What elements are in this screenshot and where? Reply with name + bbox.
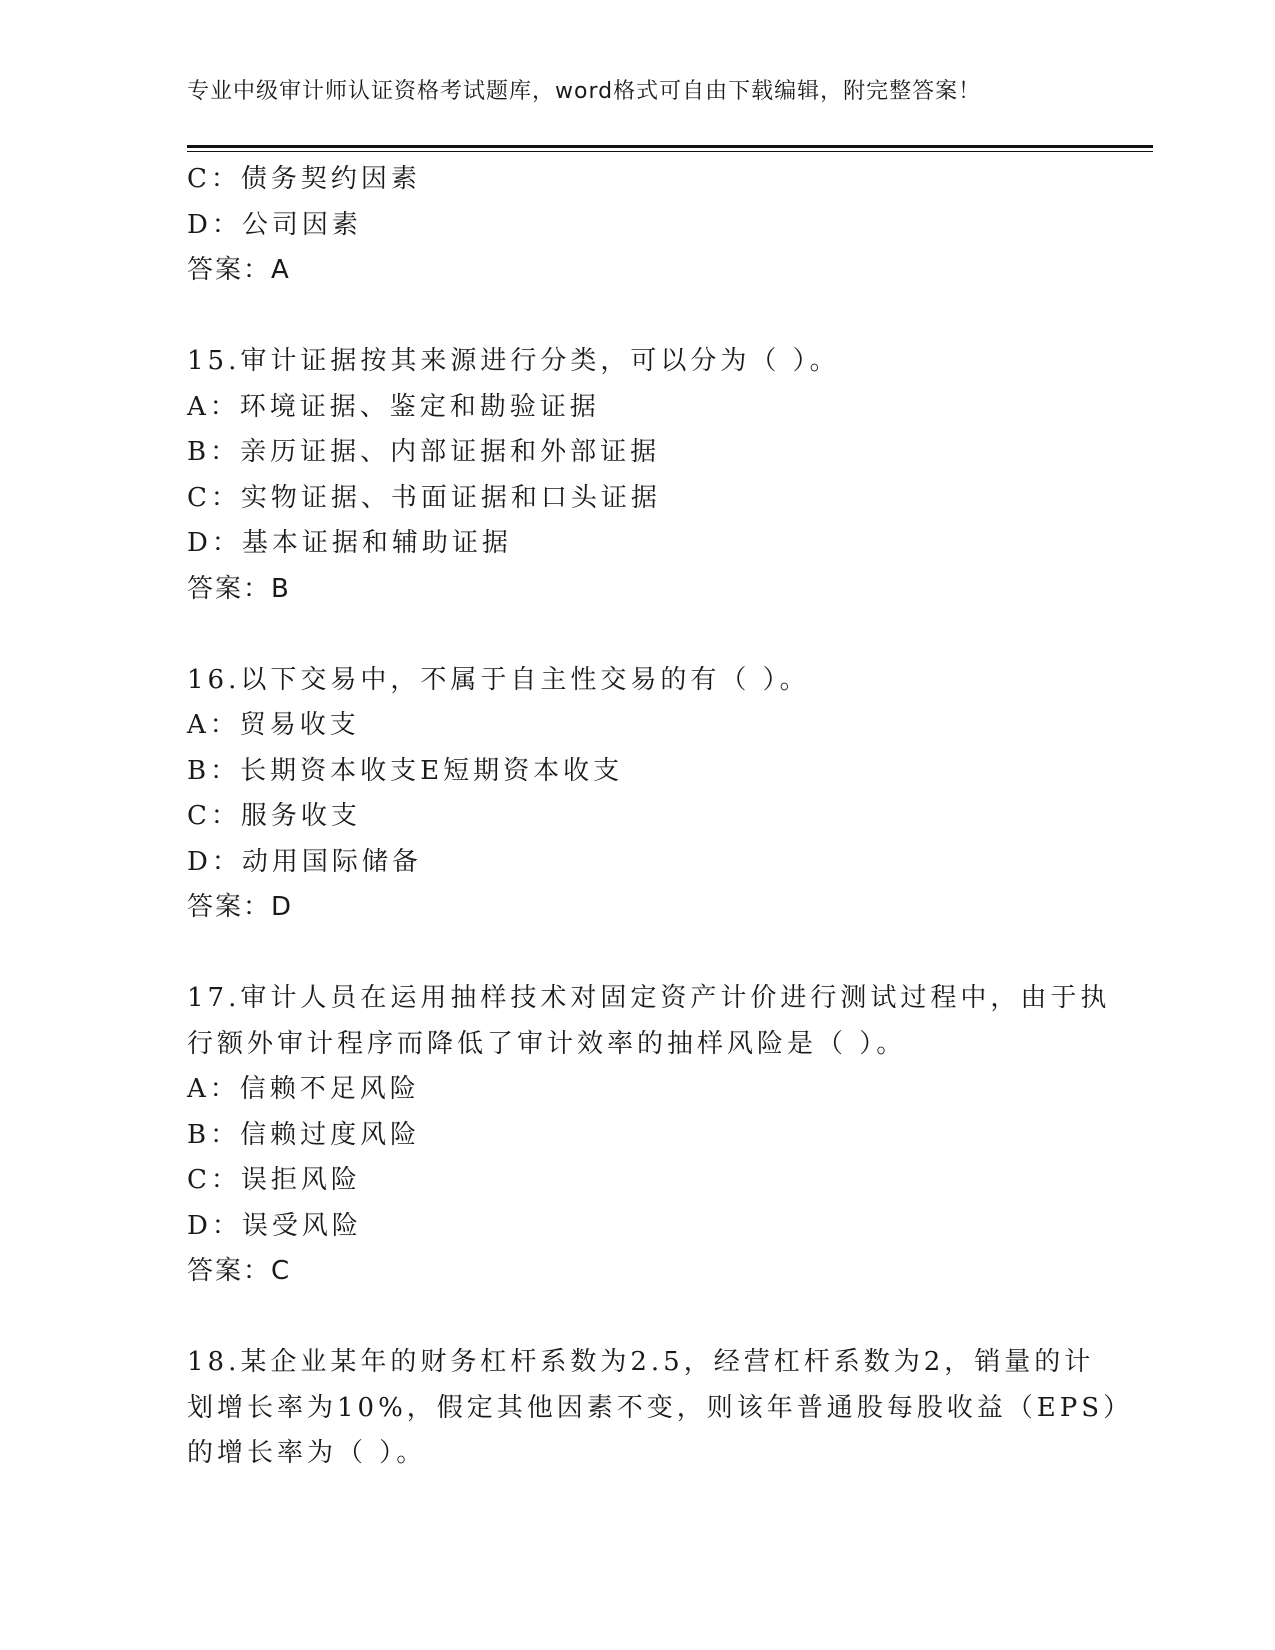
- question-18: [187, 1340, 1134, 1477]
- question-stem: 17.审计人员在运用抽样技术对固定资产计价进行测试过程中，由于执: [187, 983, 1111, 1013]
- question-stem: 划增长率为10%，假定其他因素不变，则该年普通股每股收益（EPS）: [187, 1392, 1134, 1423]
- spacer: [187, 294, 1087, 340]
- question-17: [187, 976, 1111, 1295]
- option-line: C：误拒风险: [187, 1165, 361, 1195]
- option-line: D：动用国际储备: [187, 846, 422, 877]
- prev-question-tail: [187, 157, 1087, 294]
- option-line: B：信赖过度风险: [187, 1119, 421, 1150]
- option-line: A：信赖不足风险: [187, 1074, 420, 1104]
- option-line: C：服务收支: [187, 801, 361, 831]
- option-line: C：实物证据、书面证据和口头证据: [187, 482, 661, 513]
- answer-line: 答案：A: [187, 255, 291, 285]
- question-stem: 的增长率为（ ）。: [187, 1438, 427, 1468]
- spacer: [187, 931, 1087, 977]
- page-header: 专业中级审计师认证资格考试题库，word格式可自由下载编辑，附完整答案！: [187, 79, 982, 104]
- question-stem: 15.审计证据按其来源进行分类，可以分为（ ）。: [187, 346, 840, 376]
- answer-line: 答案：C: [187, 1256, 292, 1286]
- header-rule-thin: [187, 151, 1153, 152]
- document-body: [187, 157, 1134, 1477]
- question-15: [187, 339, 1087, 612]
- option-line: B：亲历证据、内部证据和外部证据: [187, 437, 661, 467]
- answer-line: 答案：D: [187, 892, 294, 922]
- question-stem: 16.以下交易中，不属于自主性交易的有（ ）。: [187, 664, 810, 695]
- option-line: D：基本证据和辅助证据: [187, 528, 512, 558]
- question-stem: 行额外审计程序而降低了审计效率的抽样风险是（ ）。: [187, 1028, 907, 1059]
- question-stem: 18.某企业某年的财务杠杆系数为2.5，经营杠杆系数为2，销量的计: [187, 1347, 1095, 1377]
- spacer: [187, 1295, 1087, 1341]
- header-rule-thick: [187, 145, 1153, 148]
- option-line: A：贸易收支: [187, 710, 360, 740]
- option-line: C：债务契约因素: [187, 164, 421, 194]
- spacer: [187, 612, 1087, 658]
- option-line: D：公司因素: [187, 209, 362, 240]
- option-line: A：环境证据、鉴定和勘验证据: [187, 391, 600, 422]
- answer-line: 答案：B: [187, 573, 291, 604]
- option-line: D：误受风险: [187, 1210, 362, 1241]
- question-16: [187, 658, 1087, 931]
- option-line: B：长期资本收支E短期资本收支: [187, 755, 624, 786]
